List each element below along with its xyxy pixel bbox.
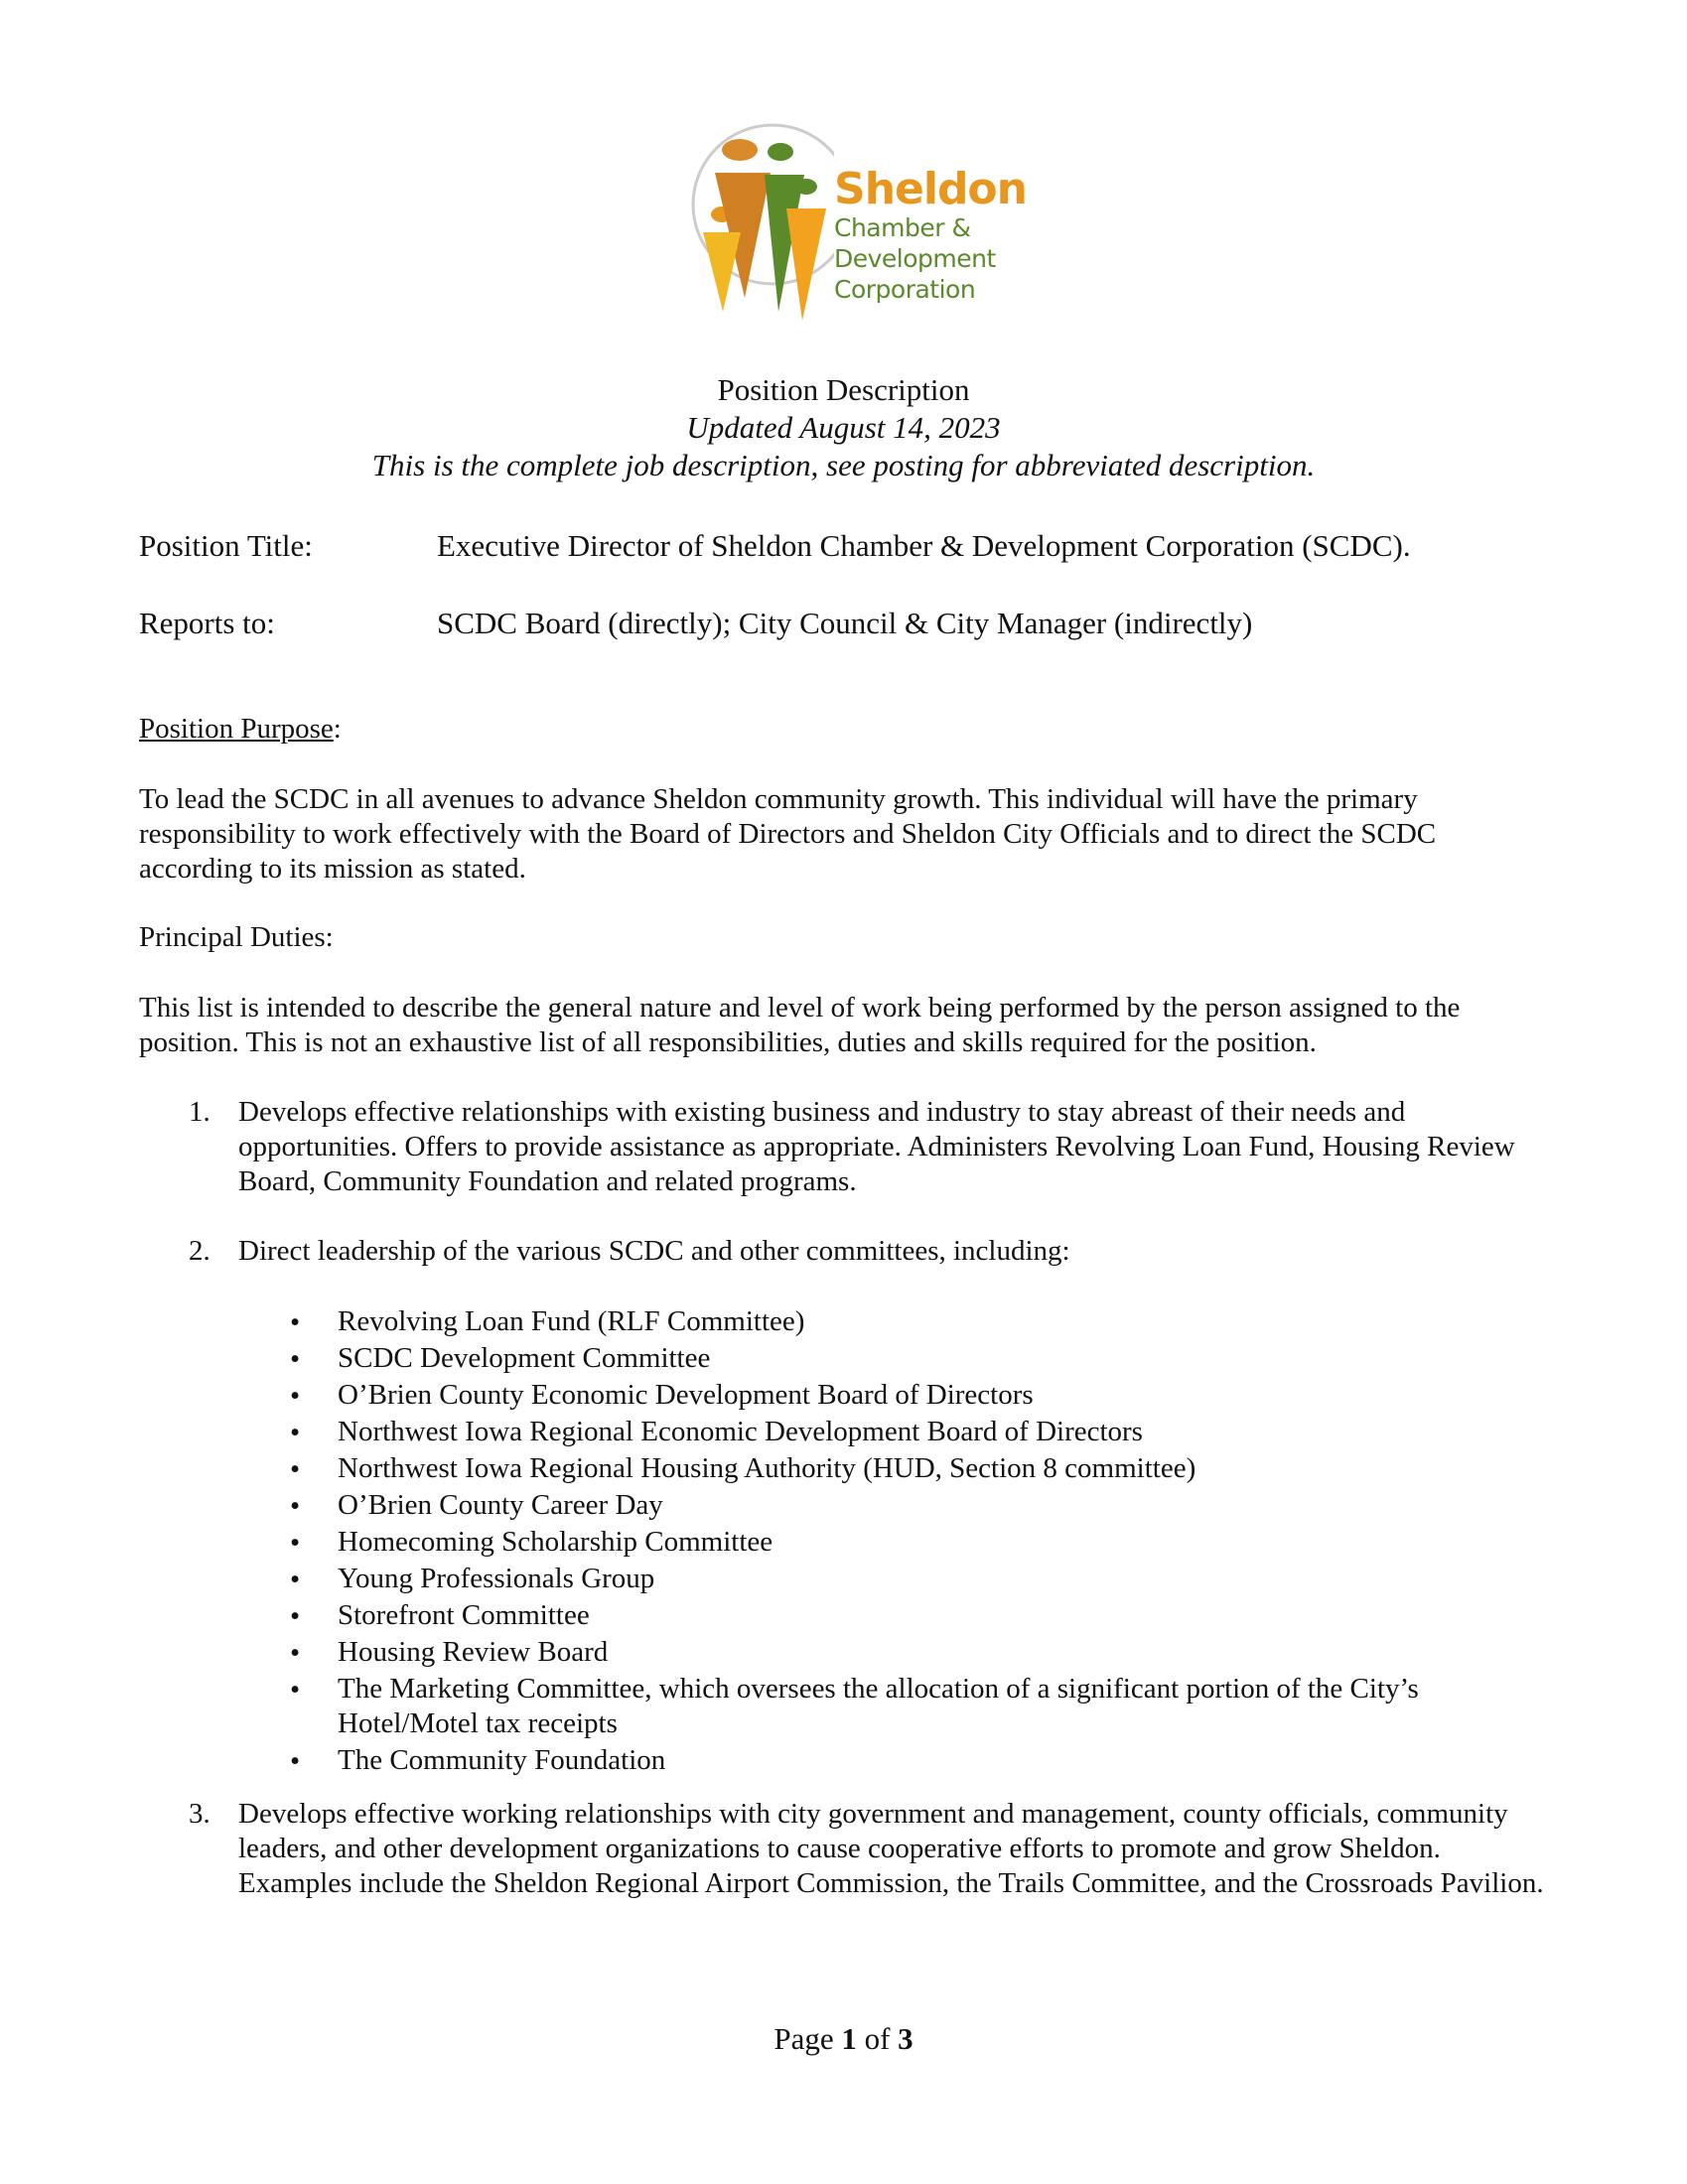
committee-name: Revolving Loan Fund (RLF Committee): [338, 1305, 805, 1337]
duty-text: Develops effective relationships with existing business and industry to stay abreast of their needs and opportunities. Offers to provide assistance as appropriate. Administers Revolving Loan Fund, Housing Review Board, Community Foundation and related programs.: [238, 1096, 1515, 1197]
committee-name: Housing Review Board: [338, 1636, 609, 1668]
committee-name: Homecoming Scholarship Committee: [338, 1526, 773, 1558]
document-title: Position Description: [717, 372, 970, 407]
committee-item: [0, 1525, 1687, 1562]
purpose-heading-colon: :: [333, 713, 342, 745]
logo-figure-amber: [786, 208, 826, 321]
purpose-heading: [139, 713, 342, 746]
bullet-icon: •: [290, 1306, 301, 1338]
purpose-heading-label: Position Purpose: [139, 713, 334, 745]
updated-date: Updated August 14, 2023: [686, 410, 1001, 445]
logo-subtitle-line2: Development: [834, 244, 996, 273]
description-note: This is the complete job description, see posting for abbreviated description.: [371, 448, 1316, 482]
sheldon-logo: [675, 117, 1027, 326]
logo-figures-icon: [675, 117, 834, 326]
committee-name: Northwest Iowa Regional Housing Authority (HUD, Section 8 committee): [338, 1452, 1196, 1484]
committee-item: [0, 1743, 1687, 1780]
committee-item: [0, 1488, 1687, 1525]
duty-text: Direct leadership of the various SCDC and other committees, including:: [238, 1235, 1070, 1267]
committee-item: [0, 1562, 1687, 1598]
bullet-icon: •: [290, 1600, 301, 1632]
bullet-icon: •: [290, 1527, 301, 1559]
committee-item: [0, 1598, 1687, 1635]
logo-wordmark: [834, 164, 1027, 305]
committee-item: [0, 1378, 1687, 1415]
committee-name: The Marketing Committee, which oversees the allocation of a significant portion of the City’s Hotel/Motel tax receipts: [338, 1673, 1419, 1739]
bullet-icon: •: [290, 1343, 301, 1375]
page-current: 1: [841, 2021, 857, 2056]
committee-item: [0, 1415, 1687, 1451]
duties-intro: This list is intended to describe the general nature and level of work being performed by the person assigned to the position. This is not an exhaustive list of all responsibilities, duties and skills required for the position.: [139, 992, 1461, 1058]
logo-subtitle-line1: Chamber &: [834, 213, 971, 242]
page-of: of: [864, 2021, 891, 2056]
duty-number: 3.: [189, 1798, 211, 1830]
bullet-icon: •: [290, 1637, 301, 1669]
logo-head-orange: [722, 139, 758, 161]
committee-item: [0, 1304, 1687, 1341]
bullet-icon: •: [290, 1674, 301, 1706]
bullet-icon: •: [290, 1417, 301, 1448]
committee-item: [0, 1451, 1687, 1488]
committee-item: [0, 1672, 1687, 1743]
duty-number: 1.: [189, 1096, 211, 1128]
purpose-text: To lead the SCDC in all avenues to advance Sheldon community growth. This individual will have the primary responsibility to work effectively with the Board of Directors and Sheldon City Officials and to direct the SCDC according to its mission as stated.: [139, 783, 1437, 885]
reports-to-label: Reports to:: [139, 606, 275, 640]
duty-text: Develops effective working relationships with city government and management, county officials, community leaders, and other development organizations to cause cooperative efforts to promote and grow Sheldon. Examples include the Sheldon Regional Airport Commission, the Trails Committee, and the Crossroads Pavilion.: [238, 1798, 1544, 1899]
committee-name: The Community Foundation: [338, 1744, 666, 1776]
position-title-label: Position Title:: [139, 528, 313, 563]
bullet-icon: •: [290, 1745, 301, 1777]
committee-name: Northwest Iowa Regional Economic Development Board of Directors: [338, 1416, 1143, 1447]
committee-name: O’Brien County Economic Development Board of Directors: [338, 1379, 1034, 1411]
reports-to-value: SCDC Board (directly); City Council & City Manager (indirectly): [437, 606, 1253, 640]
page-total: 3: [898, 2021, 914, 2056]
committee-name: Storefront Committee: [338, 1599, 590, 1631]
logo-figure-yellow: [703, 232, 741, 312]
bullet-icon: •: [290, 1490, 301, 1522]
bullet-icon: •: [290, 1380, 301, 1412]
position-title-value: Executive Director of Sheldon Chamber & Development Corporation (SCDC).: [437, 528, 1411, 563]
logo-head-green: [768, 143, 793, 161]
duties-heading: Principal Duties:: [139, 921, 334, 953]
committee-name: Young Professionals Group: [338, 1563, 655, 1594]
committee-name: O’Brien County Career Day: [338, 1489, 663, 1521]
committee-name: SCDC Development Committee: [338, 1342, 711, 1374]
duty-number: 2.: [189, 1235, 211, 1267]
committee-item: [0, 1341, 1687, 1378]
logo-name: Sheldon: [834, 164, 1027, 214]
committee-list: [0, 1304, 1687, 1780]
page-footer: [0, 2021, 1687, 2057]
committee-item: [0, 1635, 1687, 1672]
page-prefix: Page: [773, 2021, 834, 2056]
bullet-icon: •: [290, 1564, 301, 1595]
logo-subtitle-line3: Corporation: [834, 275, 976, 304]
bullet-icon: •: [290, 1453, 301, 1485]
